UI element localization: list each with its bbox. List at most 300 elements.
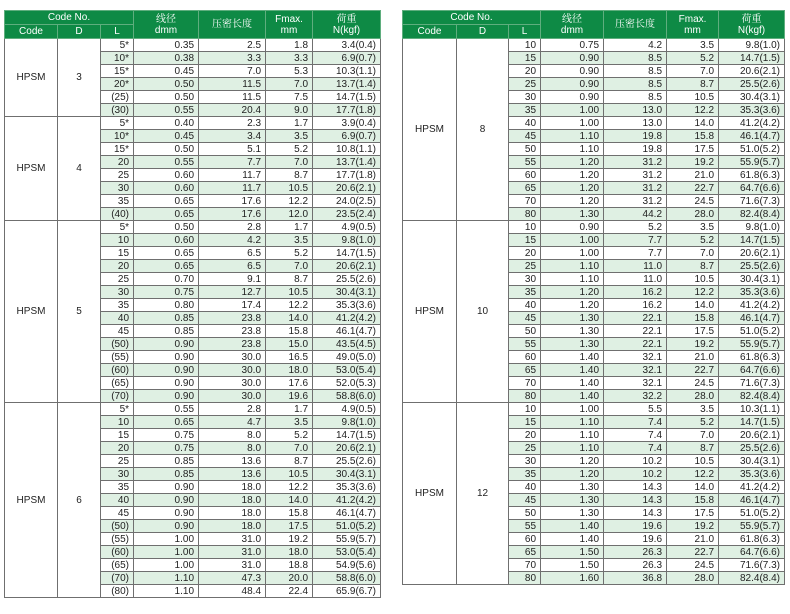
cell-load: 55.9(5.7) (719, 520, 785, 533)
header-l: L (509, 25, 541, 39)
cell-length: 5* (101, 221, 134, 234)
cell-compressed-length: 14.3 (604, 481, 667, 494)
cell-load: 6.9(0.7) (313, 52, 381, 65)
cell-length: (65) (101, 377, 134, 390)
cell-fmax: 19.2 (667, 520, 719, 533)
cell-compressed-length: 10.2 (604, 468, 667, 481)
cell-fmax: 22.7 (667, 546, 719, 559)
cell-fmax: 28.0 (667, 208, 719, 221)
cell-compressed-length: 31.2 (604, 182, 667, 195)
cell-load: 64.7(6.6) (719, 182, 785, 195)
cell-load: 35.3(3.6) (719, 468, 785, 481)
header-load: 荷重 N(kgf) (313, 11, 381, 39)
cell-length: 20 (509, 65, 541, 78)
cell-length: 35 (509, 468, 541, 481)
cell-wire-diameter: 0.45 (134, 130, 199, 143)
cell-length: 80 (509, 208, 541, 221)
cell-compressed-length: 31.0 (199, 546, 266, 559)
cell-wire-diameter: 0.35 (134, 39, 199, 52)
cell-length: 55 (509, 520, 541, 533)
cell-fmax: 18.8 (266, 559, 313, 572)
cell-load: 58.8(6.0) (313, 390, 381, 403)
cell-compressed-length: 16.2 (604, 299, 667, 312)
cell-length: 55 (509, 156, 541, 169)
cell-fmax: 8.7 (266, 455, 313, 468)
cell-wire-diameter: 0.90 (541, 65, 604, 78)
cell-length: 40 (509, 481, 541, 494)
cell-length: 45 (101, 325, 134, 338)
cell-length: 60 (509, 351, 541, 364)
cell-length: 10* (101, 52, 134, 65)
cell-load: 71.6(7.3) (719, 559, 785, 572)
cell-length: 65 (509, 364, 541, 377)
cell-length: 5* (101, 39, 134, 52)
cell-compressed-length: 19.8 (604, 130, 667, 143)
cell-compressed-length: 11.5 (199, 91, 266, 104)
cell-compressed-length: 32.1 (604, 377, 667, 390)
cell-length: 20 (101, 442, 134, 455)
cell-wire-diameter: 1.10 (541, 143, 604, 156)
cell-fmax: 17.5 (667, 325, 719, 338)
cell-fmax: 28.0 (667, 572, 719, 585)
cell-load: 71.6(7.3) (719, 377, 785, 390)
cell-compressed-length: 11.7 (199, 182, 266, 195)
cell-fmax: 7.0 (667, 247, 719, 260)
spec-table-left-body (5, 39, 381, 598)
cell-length: 40 (101, 494, 134, 507)
cell-wire-diameter: 0.55 (134, 403, 199, 416)
cell-fmax: 18.0 (266, 546, 313, 559)
cell-wire-diameter: 1.20 (541, 299, 604, 312)
cell-length: 30 (509, 273, 541, 286)
cell-wire-diameter: 1.10 (541, 416, 604, 429)
cell-fmax: 24.5 (667, 559, 719, 572)
cell-wire-diameter: 0.65 (134, 247, 199, 260)
cell-load: 55.9(5.7) (313, 533, 381, 546)
cell-load: 25.5(2.6) (313, 455, 381, 468)
cell-fmax: 8.7 (667, 260, 719, 273)
cell-length: (25) (101, 91, 134, 104)
cell-compressed-length: 17.6 (199, 208, 266, 221)
cell-length: 35 (101, 299, 134, 312)
cell-load: 13.7(1.4) (313, 156, 381, 169)
cell-fmax: 5.2 (667, 416, 719, 429)
cell-fmax: 12.0 (266, 208, 313, 221)
cell-wire-diameter: 1.00 (541, 403, 604, 416)
cell-wire-diameter: 0.50 (134, 78, 199, 91)
cell-load: 51.0(5.2) (313, 520, 381, 533)
cell-compressed-length: 20.4 (199, 104, 266, 117)
cell-wire-diameter: 1.10 (134, 572, 199, 585)
cell-compressed-length: 7.7 (199, 156, 266, 169)
cell-compressed-length: 18.0 (199, 494, 266, 507)
cell-wire-diameter: 0.90 (134, 481, 199, 494)
cell-wire-diameter: 1.50 (541, 546, 604, 559)
cell-fmax: 3.5 (667, 221, 719, 234)
cell-length: 15 (509, 234, 541, 247)
cell-fmax: 3.5 (266, 234, 313, 247)
header-code: Code (5, 25, 58, 39)
cell-fmax: 7.5 (266, 91, 313, 104)
table-row (403, 39, 785, 52)
cell-compressed-length: 18.0 (199, 520, 266, 533)
cell-fmax: 10.5 (266, 286, 313, 299)
cell-wire-diameter: 0.60 (134, 169, 199, 182)
cell-compressed-length: 8.5 (604, 65, 667, 78)
cell-load: 25.5(2.6) (719, 78, 785, 91)
cell-load: 20.6(2.1) (313, 260, 381, 273)
cell-fmax: 24.5 (667, 377, 719, 390)
cell-load: 25.5(2.6) (313, 273, 381, 286)
cell-compressed-length: 6.5 (199, 247, 266, 260)
cell-length: 35 (509, 104, 541, 117)
cell-wire-diameter: 1.20 (541, 156, 604, 169)
cell-wire-diameter: 0.90 (134, 364, 199, 377)
cell-fmax: 7.0 (266, 156, 313, 169)
cell-wire-diameter: 0.65 (134, 195, 199, 208)
cell-load: 46.1(4.7) (313, 507, 381, 520)
cell-compressed-length: 14.3 (604, 507, 667, 520)
cell-load: 51.0(5.2) (719, 325, 785, 338)
cell-load: 30.4(3.1) (719, 455, 785, 468)
cell-wire-diameter: 0.90 (134, 377, 199, 390)
cell-length: 45 (509, 494, 541, 507)
cell-length: 55 (509, 338, 541, 351)
cell-compressed-length: 31.2 (604, 156, 667, 169)
cell-compressed-length: 8.5 (604, 78, 667, 91)
header-l: L (101, 25, 134, 39)
cell-load: 9.8(1.0) (719, 39, 785, 52)
cell-load: 14.7(1.5) (719, 52, 785, 65)
cell-wire-diameter: 0.85 (134, 455, 199, 468)
cell-load: 13.7(1.4) (313, 78, 381, 91)
cell-fmax: 1.7 (266, 403, 313, 416)
cell-compressed-length: 11.0 (604, 273, 667, 286)
header-wire-diameter: 线径 dmm (134, 11, 199, 39)
cell-compressed-length: 31.2 (604, 195, 667, 208)
cell-wire-diameter: 0.65 (134, 208, 199, 221)
cell-compressed-length: 44.2 (604, 208, 667, 221)
group-diameter: 3 (58, 39, 101, 117)
cell-load: 61.8(6.3) (719, 533, 785, 546)
cell-wire-diameter: 0.60 (134, 234, 199, 247)
cell-load: 82.4(8.4) (719, 572, 785, 585)
cell-wire-diameter: 0.75 (541, 39, 604, 52)
cell-length: 30 (101, 468, 134, 481)
cell-fmax: 5.2 (667, 52, 719, 65)
cell-length: 80 (509, 572, 541, 585)
cell-length: 35 (509, 286, 541, 299)
cell-length: 15 (509, 52, 541, 65)
cell-load: 20.6(2.1) (719, 247, 785, 260)
group-diameter: 5 (58, 221, 101, 403)
cell-wire-diameter: 1.40 (541, 533, 604, 546)
cell-compressed-length: 14.3 (604, 494, 667, 507)
cell-length: 70 (509, 559, 541, 572)
group-diameter: 4 (58, 117, 101, 221)
cell-wire-diameter: 1.00 (541, 117, 604, 130)
cell-load: 3.9(0.4) (313, 117, 381, 130)
spec-table-right (402, 10, 785, 585)
cell-load: 71.6(7.3) (719, 195, 785, 208)
cell-compressed-length: 2.8 (199, 221, 266, 234)
header-wire-diameter: 线径 dmm (541, 11, 604, 39)
cell-fmax: 21.0 (667, 169, 719, 182)
cell-load: 14.7(1.5) (719, 416, 785, 429)
header-fmax: Fmax. mm (266, 11, 313, 39)
cell-length: 20 (101, 156, 134, 169)
cell-length: 25 (509, 260, 541, 273)
cell-wire-diameter: 0.90 (541, 52, 604, 65)
cell-fmax: 1.7 (266, 221, 313, 234)
cell-length: 20 (509, 429, 541, 442)
cell-compressed-length: 10.2 (604, 455, 667, 468)
cell-length: 25 (101, 169, 134, 182)
cell-length: 50 (509, 143, 541, 156)
cell-compressed-length: 47.3 (199, 572, 266, 585)
cell-compressed-length: 7.4 (604, 442, 667, 455)
cell-fmax: 12.2 (667, 286, 719, 299)
cell-fmax: 19.6 (266, 390, 313, 403)
cell-length: (65) (101, 559, 134, 572)
cell-compressed-length: 23.8 (199, 325, 266, 338)
cell-compressed-length: 13.6 (199, 468, 266, 481)
cell-fmax: 5.2 (266, 247, 313, 260)
cell-length: 25 (101, 455, 134, 468)
cell-compressed-length: 19.8 (604, 143, 667, 156)
cell-load: 46.1(4.7) (719, 494, 785, 507)
cell-load: 46.1(4.7) (719, 312, 785, 325)
cell-fmax: 15.0 (266, 338, 313, 351)
cell-load: 30.4(3.1) (313, 286, 381, 299)
cell-fmax: 14.0 (667, 117, 719, 130)
cell-load: 4.9(0.5) (313, 221, 381, 234)
cell-compressed-length: 18.0 (199, 481, 266, 494)
cell-fmax: 14.0 (266, 494, 313, 507)
cell-length: (30) (101, 104, 134, 117)
cell-wire-diameter: 0.45 (134, 65, 199, 78)
cell-wire-diameter: 0.55 (134, 156, 199, 169)
cell-length: 80 (509, 390, 541, 403)
cell-wire-diameter: 1.40 (541, 364, 604, 377)
cell-load: 35.3(3.6) (313, 481, 381, 494)
cell-fmax: 24.5 (667, 195, 719, 208)
header-d: D (58, 25, 101, 39)
cell-length: 5* (101, 403, 134, 416)
cell-length: 25 (509, 78, 541, 91)
header-compressed-length: 压密长度 (604, 11, 667, 39)
cell-wire-diameter: 0.85 (134, 468, 199, 481)
cell-compressed-length: 22.1 (604, 325, 667, 338)
cell-length: 40 (101, 312, 134, 325)
cell-compressed-length: 7.0 (199, 65, 266, 78)
cell-load: 55.9(5.7) (719, 156, 785, 169)
group-code: HPSM (403, 221, 457, 403)
cell-fmax: 17.5 (667, 143, 719, 156)
cell-load: 61.8(6.3) (719, 351, 785, 364)
cell-load: 4.9(0.5) (313, 403, 381, 416)
cell-compressed-length: 12.7 (199, 286, 266, 299)
cell-wire-diameter: 1.10 (134, 585, 199, 598)
cell-length: 5* (101, 117, 134, 130)
cell-wire-diameter: 0.75 (134, 442, 199, 455)
cell-compressed-length: 26.3 (604, 546, 667, 559)
cell-compressed-length: 2.3 (199, 117, 266, 130)
cell-fmax: 1.7 (266, 117, 313, 130)
cell-wire-diameter: 1.40 (541, 390, 604, 403)
cell-load: 24.0(2.5) (313, 195, 381, 208)
cell-fmax: 5.2 (266, 143, 313, 156)
cell-load: 43.5(4.5) (313, 338, 381, 351)
cell-compressed-length: 30.0 (199, 377, 266, 390)
cell-length: 15 (509, 416, 541, 429)
cell-load: 20.6(2.1) (313, 182, 381, 195)
cell-length: (60) (101, 546, 134, 559)
cell-compressed-length: 4.7 (199, 416, 266, 429)
cell-wire-diameter: 1.20 (541, 195, 604, 208)
cell-wire-diameter: 1.20 (541, 286, 604, 299)
cell-load: 46.1(4.7) (719, 130, 785, 143)
cell-wire-diameter: 1.10 (541, 429, 604, 442)
cell-fmax: 15.8 (667, 312, 719, 325)
cell-length: 65 (509, 546, 541, 559)
cell-wire-diameter: 0.70 (134, 273, 199, 286)
cell-wire-diameter: 0.75 (134, 429, 199, 442)
cell-wire-diameter: 0.50 (134, 91, 199, 104)
cell-fmax: 7.0 (667, 65, 719, 78)
cell-load: 20.6(2.1) (719, 65, 785, 78)
cell-fmax: 8.7 (266, 273, 313, 286)
cell-wire-diameter: 0.90 (134, 494, 199, 507)
cell-wire-diameter: 0.50 (134, 143, 199, 156)
cell-compressed-length: 31.2 (604, 169, 667, 182)
cell-compressed-length: 3.3 (199, 52, 266, 65)
cell-fmax: 7.0 (266, 442, 313, 455)
cell-load: 65.9(6.7) (313, 585, 381, 598)
cell-wire-diameter: 1.40 (541, 351, 604, 364)
cell-length: 10 (509, 403, 541, 416)
cell-length: (70) (101, 390, 134, 403)
cell-fmax: 19.2 (667, 156, 719, 169)
cell-load: 51.0(5.2) (719, 507, 785, 520)
cell-load: 41.2(4.2) (719, 299, 785, 312)
cell-length: 70 (509, 377, 541, 390)
cell-wire-diameter: 1.00 (134, 546, 199, 559)
cell-load: 30.4(3.1) (313, 468, 381, 481)
cell-fmax: 21.0 (667, 351, 719, 364)
cell-fmax: 7.0 (266, 78, 313, 91)
cell-fmax: 12.2 (667, 104, 719, 117)
cell-compressed-length: 26.3 (604, 559, 667, 572)
cell-compressed-length: 16.2 (604, 286, 667, 299)
cell-load: 3.4(0.4) (313, 39, 381, 52)
cell-fmax: 22.7 (667, 364, 719, 377)
cell-compressed-length: 5.2 (604, 221, 667, 234)
cell-length: 30 (101, 286, 134, 299)
cell-compressed-length: 36.8 (604, 572, 667, 585)
cell-length: 20 (101, 260, 134, 273)
group-diameter: 6 (58, 403, 101, 598)
cell-fmax: 12.2 (266, 299, 313, 312)
cell-wire-diameter: 0.90 (541, 221, 604, 234)
cell-compressed-length: 32.2 (604, 390, 667, 403)
cell-length: 15* (101, 65, 134, 78)
cell-wire-diameter: 1.30 (541, 325, 604, 338)
cell-length: 30 (509, 455, 541, 468)
cell-compressed-length: 5.5 (604, 403, 667, 416)
cell-wire-diameter: 0.90 (134, 520, 199, 533)
group-diameter: 10 (457, 221, 509, 403)
cell-load: 10.3(1.1) (313, 65, 381, 78)
cell-compressed-length: 8.5 (604, 52, 667, 65)
cell-length: 10 (509, 39, 541, 52)
cell-length: (70) (101, 572, 134, 585)
cell-compressed-length: 30.0 (199, 364, 266, 377)
cell-fmax: 8.7 (266, 169, 313, 182)
cell-fmax: 10.5 (266, 182, 313, 195)
table-row (5, 403, 381, 416)
cell-wire-diameter: 0.90 (541, 78, 604, 91)
cell-load: 64.7(6.6) (719, 546, 785, 559)
cell-wire-diameter: 1.50 (541, 559, 604, 572)
cell-load: 46.1(4.7) (313, 325, 381, 338)
cell-wire-diameter: 1.30 (541, 507, 604, 520)
cell-fmax: 9.0 (266, 104, 313, 117)
cell-wire-diameter: 0.85 (134, 325, 199, 338)
table-row (403, 221, 785, 234)
cell-load: 64.7(6.6) (719, 364, 785, 377)
cell-load: 53.0(5.4) (313, 364, 381, 377)
cell-length: 25 (509, 442, 541, 455)
cell-fmax: 10.5 (266, 468, 313, 481)
cell-load: 51.0(5.2) (719, 143, 785, 156)
cell-wire-diameter: 0.50 (134, 221, 199, 234)
cell-compressed-length: 7.7 (604, 234, 667, 247)
cell-wire-diameter: 1.00 (541, 247, 604, 260)
cell-length: 50 (509, 507, 541, 520)
group-diameter: 8 (457, 39, 509, 221)
header-compressed-length: 压密长度 (199, 11, 266, 39)
cell-wire-diameter: 1.30 (541, 494, 604, 507)
cell-wire-diameter: 0.55 (134, 104, 199, 117)
cell-fmax: 15.8 (266, 507, 313, 520)
header-code-no: Code No. (403, 11, 541, 25)
cell-fmax: 3.3 (266, 52, 313, 65)
cell-fmax: 22.4 (266, 585, 313, 598)
cell-compressed-length: 17.4 (199, 299, 266, 312)
cell-wire-diameter: 0.90 (541, 91, 604, 104)
cell-length: 70 (509, 195, 541, 208)
group-code: HPSM (5, 39, 58, 117)
cell-load: 82.4(8.4) (719, 390, 785, 403)
cell-wire-diameter: 0.65 (134, 416, 199, 429)
cell-load: 6.9(0.7) (313, 130, 381, 143)
table-row (5, 39, 381, 52)
group-code: HPSM (403, 39, 457, 221)
cell-fmax: 19.2 (266, 533, 313, 546)
cell-wire-diameter: 0.60 (134, 182, 199, 195)
cell-fmax: 12.2 (667, 468, 719, 481)
cell-wire-diameter: 0.75 (134, 286, 199, 299)
cell-wire-diameter: 1.20 (541, 468, 604, 481)
cell-compressed-length: 13.6 (199, 455, 266, 468)
cell-compressed-length: 11.0 (604, 260, 667, 273)
cell-load: 58.8(6.0) (313, 572, 381, 585)
cell-fmax: 3.5 (266, 130, 313, 143)
spec-table-right-body (403, 39, 785, 585)
cell-wire-diameter: 0.65 (134, 260, 199, 273)
cell-length: 25 (101, 273, 134, 286)
